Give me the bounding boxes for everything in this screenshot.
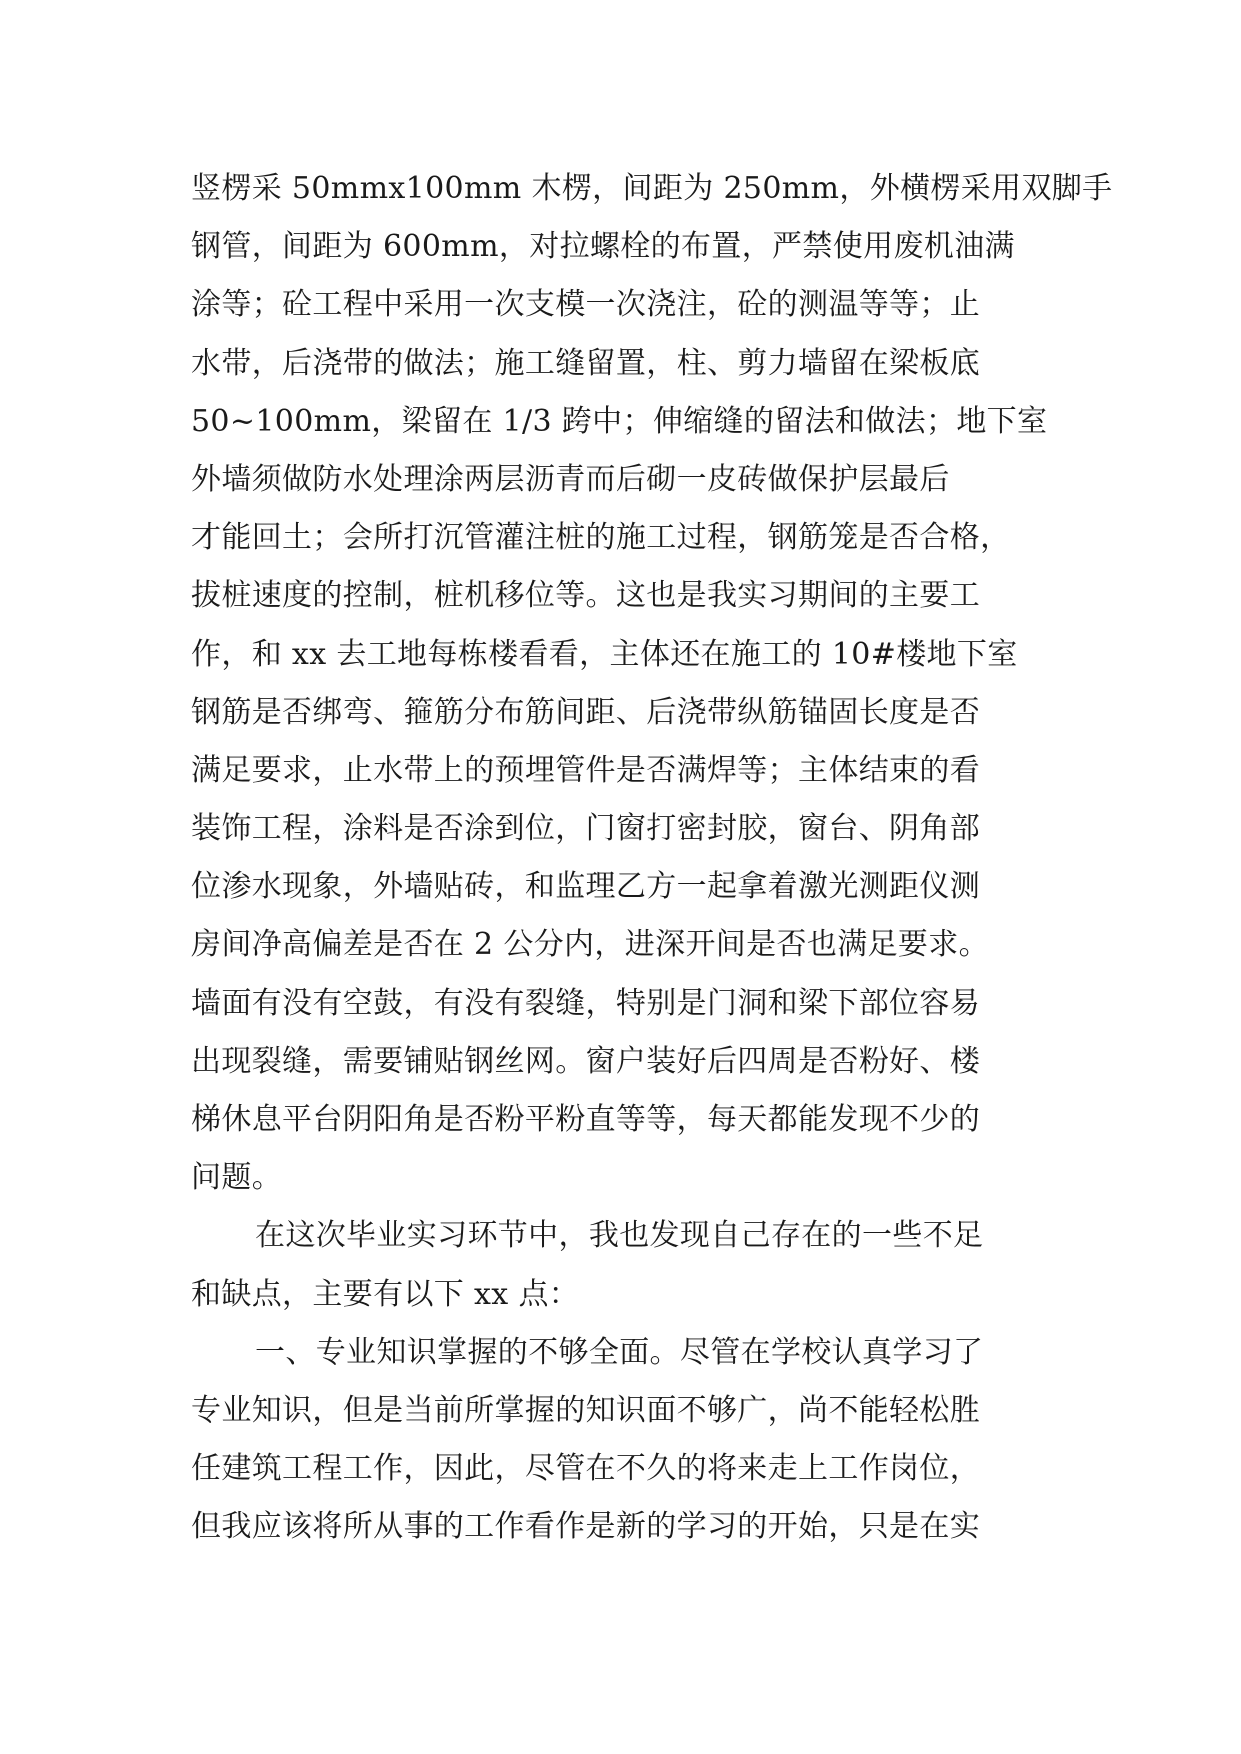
- text-line: 和缺点，主要有以下 xx 点：: [191, 1276, 580, 1312]
- text-line: 位渗水现象，外墙贴砖，和监理乙方一起拿着激光测距仪测: [191, 869, 981, 905]
- text-line: 钢筋是否绑弯、箍筋分布筋间距、后浇带纵筋锚固长度是否: [191, 694, 981, 730]
- text-line: 50~100mm，梁留在 1/3 跨中；伸缩缝的留法和做法；地下室: [191, 403, 1048, 439]
- text-line: 作，和 xx 去工地每栋楼看看，主体还在施工的 10#楼地下室: [191, 636, 1018, 672]
- text-line: 拔桩速度的控制，桩机移位等。这也是我实习期间的主要工: [191, 578, 981, 614]
- text-line: 任建筑工程工作，因此，尽管在不久的将来走上工作岗位，: [191, 1451, 981, 1487]
- text-line: 问题。: [191, 1160, 283, 1196]
- text-line: 装饰工程，涂料是否涂到位，门窗打密封胶，窗台、阴角部: [191, 811, 981, 847]
- text-line: 才能回土；会所打沉管灌注桩的施工过程，钢筋笼是否合格，: [191, 520, 1011, 556]
- text-line: 涂等；砼工程中采用一次支模一次浇注，砼的测温等等；止: [191, 287, 981, 323]
- text-line: 但我应该将所从事的工作看作是新的学习的开始，只是在实: [191, 1509, 981, 1545]
- text-line: 墙面有没有空鼓，有没有裂缝，特别是门洞和梁下部位容易: [191, 985, 981, 1021]
- text-line: 一、专业知识掌握的不够全面。尽管在学校认真学习了: [255, 1334, 984, 1370]
- body-text: [191, 160, 1113, 1557]
- text-line: 房间净高偏差是否在 2 公分内，进深开间是否也满足要求。: [191, 927, 989, 963]
- text-line: 梯休息平台阴阳角是否粉平粉直等等，每天都能发现不少的: [191, 1102, 981, 1137]
- text-line: 出现裂缝，需要铺贴钢丝网。窗户装好后四周是否粉好、楼: [191, 1043, 981, 1079]
- text-line: 在这次毕业实习环节中，我也发现自己存在的一些不足: [255, 1218, 984, 1254]
- text-line: 满足要求，止水带上的预埋管件是否满焊等；主体结束的看: [191, 752, 981, 788]
- text-line: 外墙须做防水处理涂两层沥青而后砌一皮砖做保护层最后: [191, 461, 950, 497]
- text-line: 竖楞采 50mmx100mm 木楞，间距为 250mm，外横楞采用双脚手: [191, 171, 1113, 206]
- text-line: 水带，后浇带的做法；施工缝留置，柱、剪力墙留在梁板底: [191, 345, 981, 381]
- text-line: 钢管，间距为 600mm，对拉螺栓的布置，严禁使用废机油满: [191, 229, 1015, 265]
- text-line: 专业知识，但是当前所掌握的知识面不够广，尚不能轻松胜: [191, 1392, 981, 1428]
